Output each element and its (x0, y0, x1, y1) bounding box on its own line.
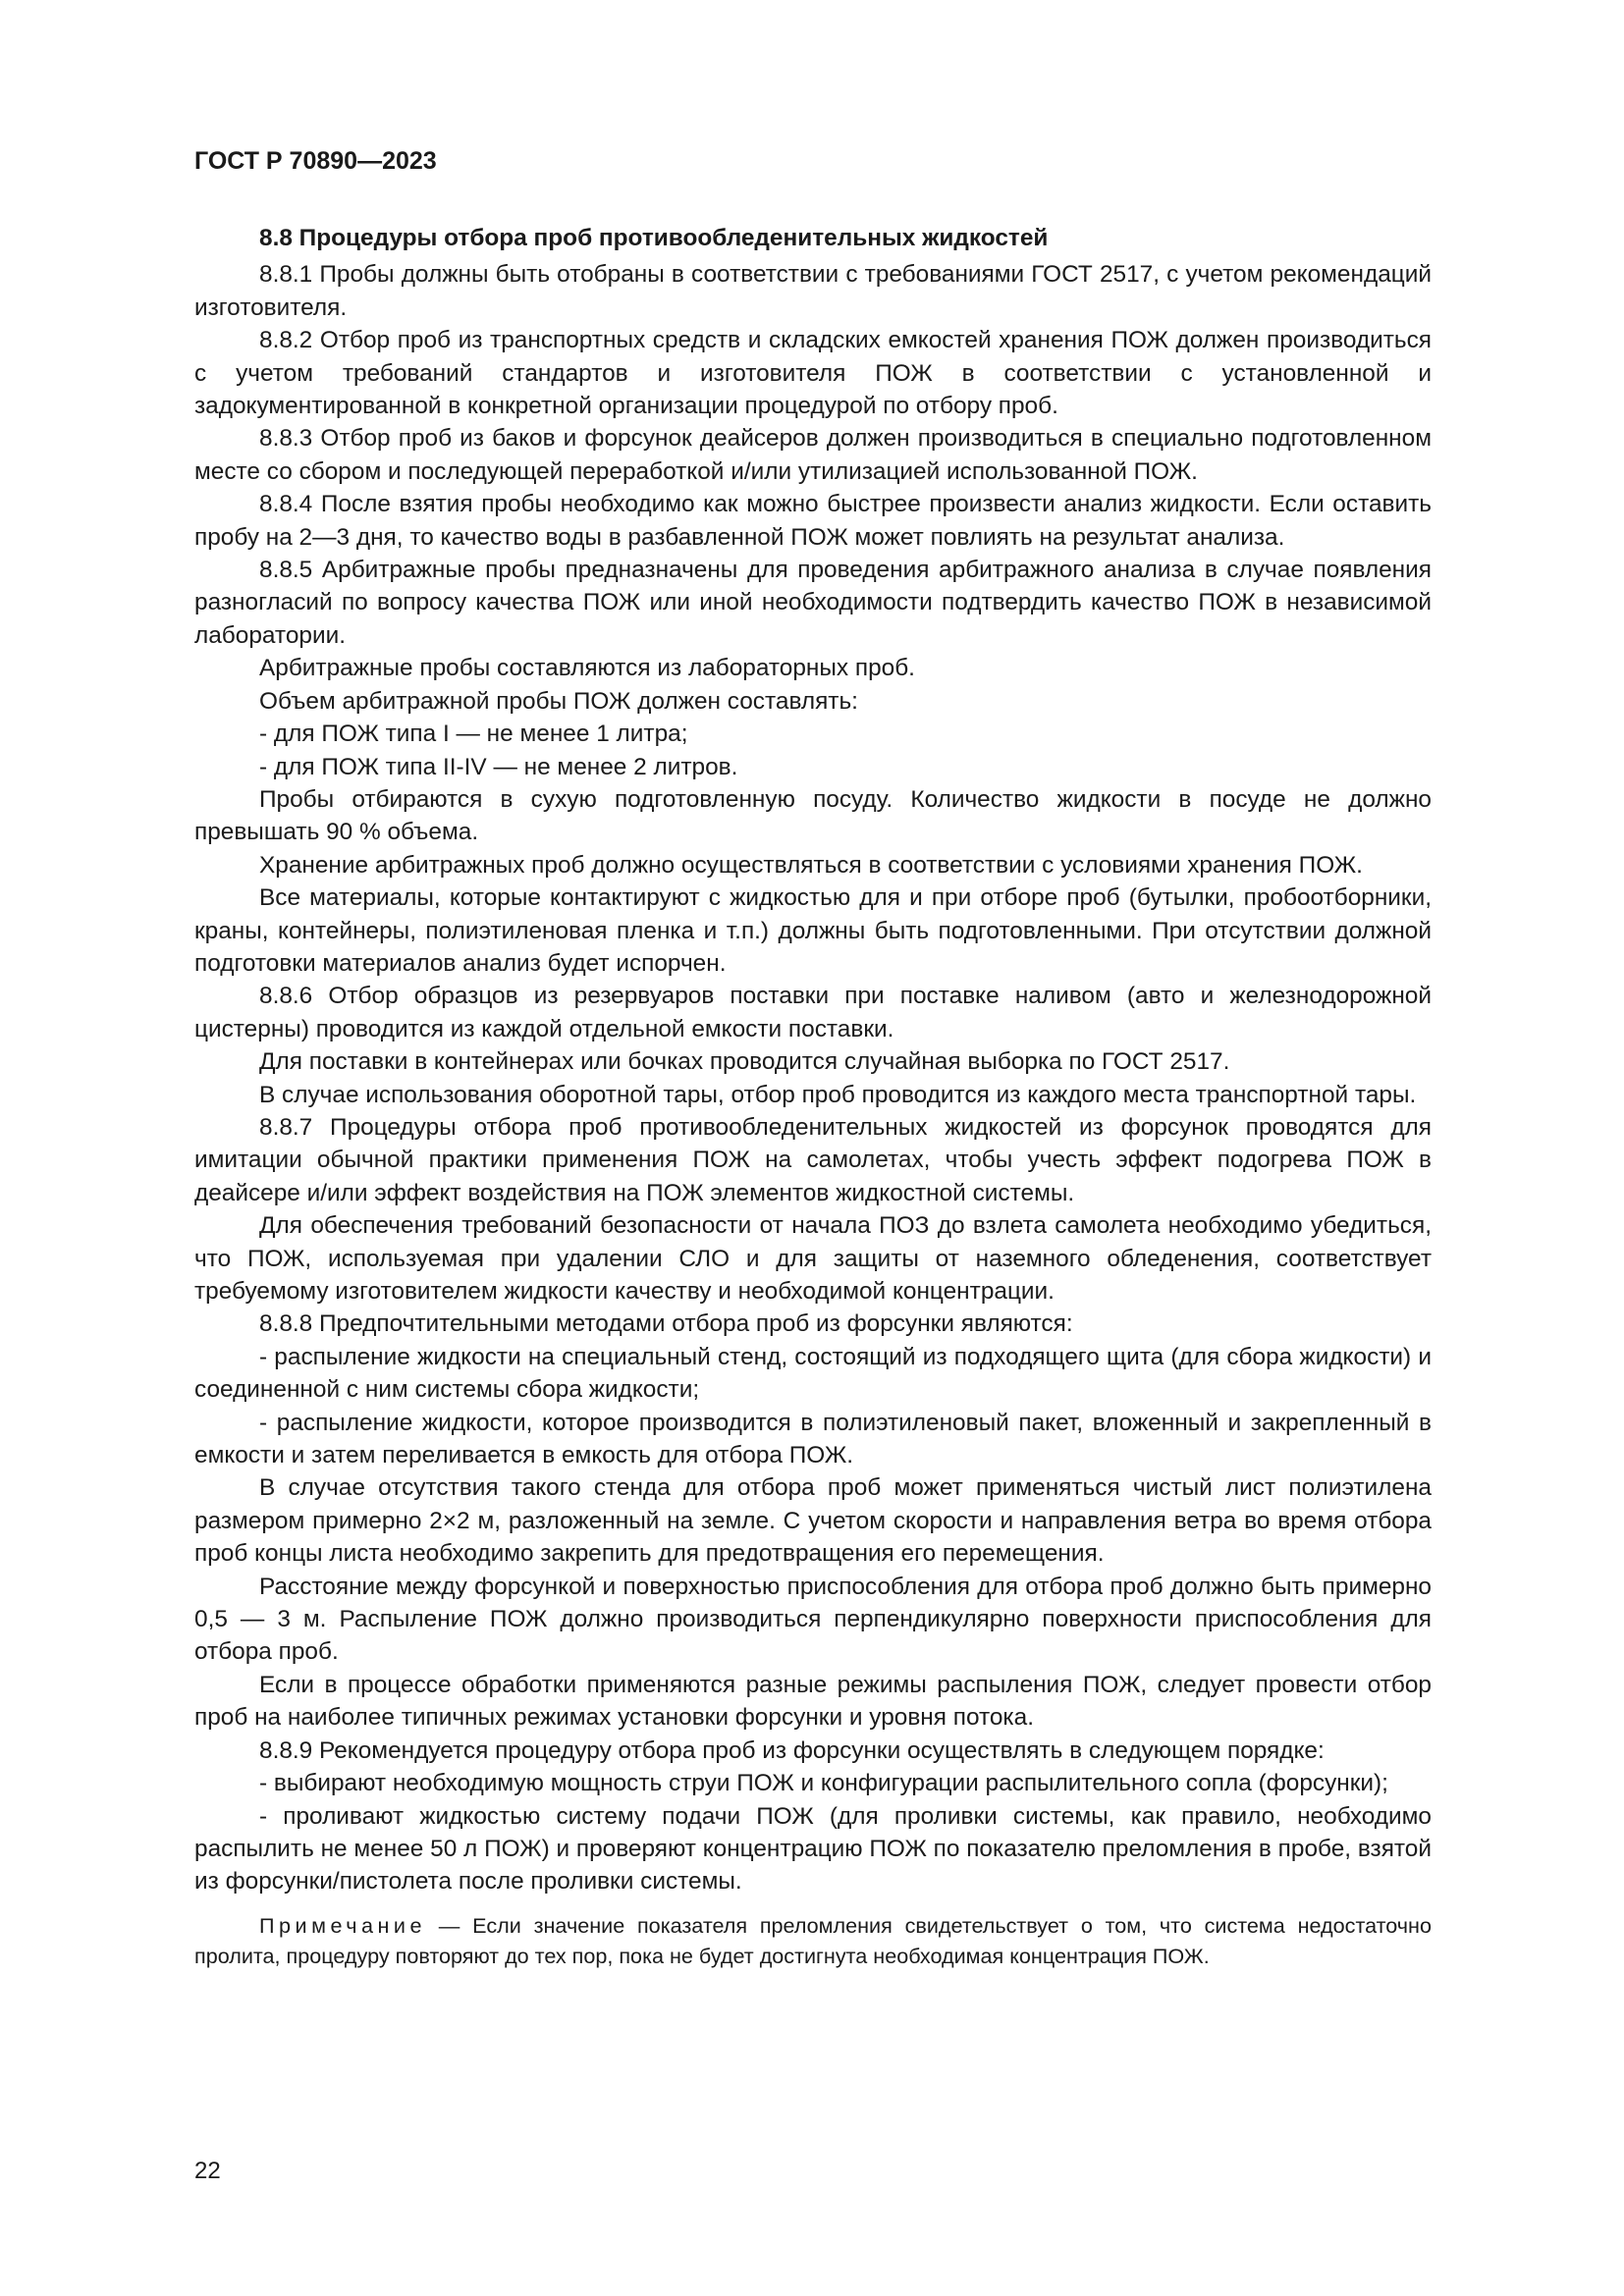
paragraph: Хранение арбитражных проб должно осуществляться в соответствии с условиями хранения ПОЖ. (259, 851, 1363, 879)
paragraph: Пробы отбираются в сухую подготовленную посуду. Количество жидкости в посуде не должно превышать 90 % объема. (194, 785, 1432, 846)
paragraph: 8.8.7 Процедуры отбора проб противообледенительных жидкостей из форсунок проводятся для имитации обычной практики применения ПОЖ на самолетах, чтобы учесть эффект подогрева ПОЖ в деайсере и/или эффект воздействия на ПОЖ элементов жидкостной системы. (194, 1113, 1432, 1206)
section-heading: 8.8 Процедуры отбора проб противообледенительных жидкостей (259, 225, 1049, 251)
paragraph: Арбитражные пробы составляются из лабораторных проб. (259, 655, 915, 682)
paragraph: 8.8.6 Отбор образцов из резервуаров поставки при поставке наливом (авто и железнодорожной цистерны) проводится из каждой отдельной емкости поставки. (194, 983, 1432, 1042)
list-item: - распыление жидкости на специальный стенд, состоящий из подходящего щита (для сбора жидкости) и соединенной с ним системы сбора жидкости; (194, 1343, 1432, 1404)
paragraph: Для обеспечения требований безопасности от начала ПОЗ до взлета самолета необходимо убедиться, что ПОЖ, используемая при удалении СЛО и для защиты от наземного обледенения, соответствует требуемому изготовителем жидкости качеству и необходимой концентрации. (194, 1212, 1432, 1305)
list-item: - для ПОЖ типа II-IV — не менее 2 литров. (259, 753, 738, 780)
paragraph: В случае использования оборотной тары, отбор проб проводится из каждого места транспортной тары. (259, 1081, 1417, 1108)
paragraph: Объем арбитражной пробы ПОЖ должен составлять: (259, 687, 858, 715)
paragraph: Для поставки в контейнерах или бочках проводится случайная выборка по ГОСТ 2517. (259, 1048, 1230, 1076)
paragraph: 8.8.1 Пробы должны быть отобраны в соответствии с требованиями ГОСТ 2517, с учетом рекомендаций изготовителя. (194, 261, 1432, 321)
note-label: Примечание (259, 1912, 426, 1938)
paragraph: Все материалы, которые контактируют с жидкостью для и при отборе проб (бутылки, пробоотборники, краны, контейнеры, полиэтиленовая пленка и т.п.) должны быть подготовленными. При отсутствии должной подготовки материалов анализ будет испорчен. (194, 884, 1432, 977)
paragraph: 8.8.8 Предпочтительными методами отбора проб из форсунки являются: (259, 1310, 1073, 1338)
list-item: - для ПОЖ типа I — не менее 1 литра; (259, 721, 688, 748)
paragraph: В случае отсутствия такого стенда для отбора проб может применяться чистый лист полиэтилена размером примерно 2×2 м, разложенный на земле. С учетом скорости и направления ветра во время отбора проб концы листа необходимо закрепить для предотвращения его перемещения. (194, 1474, 1432, 1568)
paragraph: 8.8.3 Отбор проб из баков и форсунок деайсеров должен производиться в специально подготовленном месте со сбором и последующей переработкой и/или утилизацией использованной ПОЖ. (194, 425, 1432, 485)
paragraph: Расстояние между форсункой и поверхностью приспособления для отбора проб должно быть примерно 0,5 — 3 м. Распыление ПОЖ должно производиться перпендикулярно поверхности приспособления для отбора проб. (194, 1573, 1432, 1666)
note (194, 1910, 1432, 1971)
document-body (194, 222, 1432, 1971)
page-number: 22 (194, 2158, 221, 2184)
document-header: ГОСТ Р 70890—2023 (194, 147, 437, 175)
paragraph: Если в процессе обработки применяются разные режимы распыления ПОЖ, следует провести отбор проб на наиболее типичных режимах установки форсунки и уровня потока. (194, 1671, 1432, 1732)
list-item: - распыление жидкости, которое производится в полиэтиленовый пакет, вложенный и закрепленный в емкости и затем переливается в емкость для отбора ПОЖ. (194, 1409, 1432, 1469)
note-text: — Если значение показателя преломления свидетельствует о том, что система недостаточно пролита, процедуру повторяют до тех пор, пока не будет достигнута необходимая концентрация ПОЖ. (194, 1912, 1432, 1968)
list-item: - проливают жидкостью систему подачи ПОЖ (для проливки системы, как правило, необходимо распылить не менее 50 л ПОЖ) и проверяют концентрацию ПОЖ по показателю преломления в пробе, взятой из форсунки/пистолета после проливки системы. (194, 1802, 1432, 1896)
paragraph: 8.8.2 Отбор проб из транспортных средств и складских емкостей хранения ПОЖ должен производиться с учетом требований стандартов и изготовителя ПОЖ в соответствии с установленной и задокументированной в конкретной организации процедурой по отбору проб. (194, 327, 1432, 420)
paragraph: 8.8.9 Рекомендуется процедуру отбора проб из форсунки осуществлять в следующем порядке: (259, 1736, 1325, 1764)
list-item: - выбирают необходимую мощность струи ПОЖ и конфигурации распылительного сопла (форсунки); (259, 1770, 1388, 1797)
paragraph: 8.8.4 После взятия пробы необходимо как можно быстрее произвести анализ жидкости. Если оставить пробу на 2—3 дня, то качество воды в разбавленной ПОЖ может повлиять на результат анализа. (194, 491, 1432, 551)
paragraph: 8.8.5 Арбитражные пробы предназначены для проведения арбитражного анализа в случае появления разногласий по вопросу качества ПОЖ или иной необходимости подтвердить качество ПОЖ в независимой лаборатории. (194, 557, 1432, 649)
